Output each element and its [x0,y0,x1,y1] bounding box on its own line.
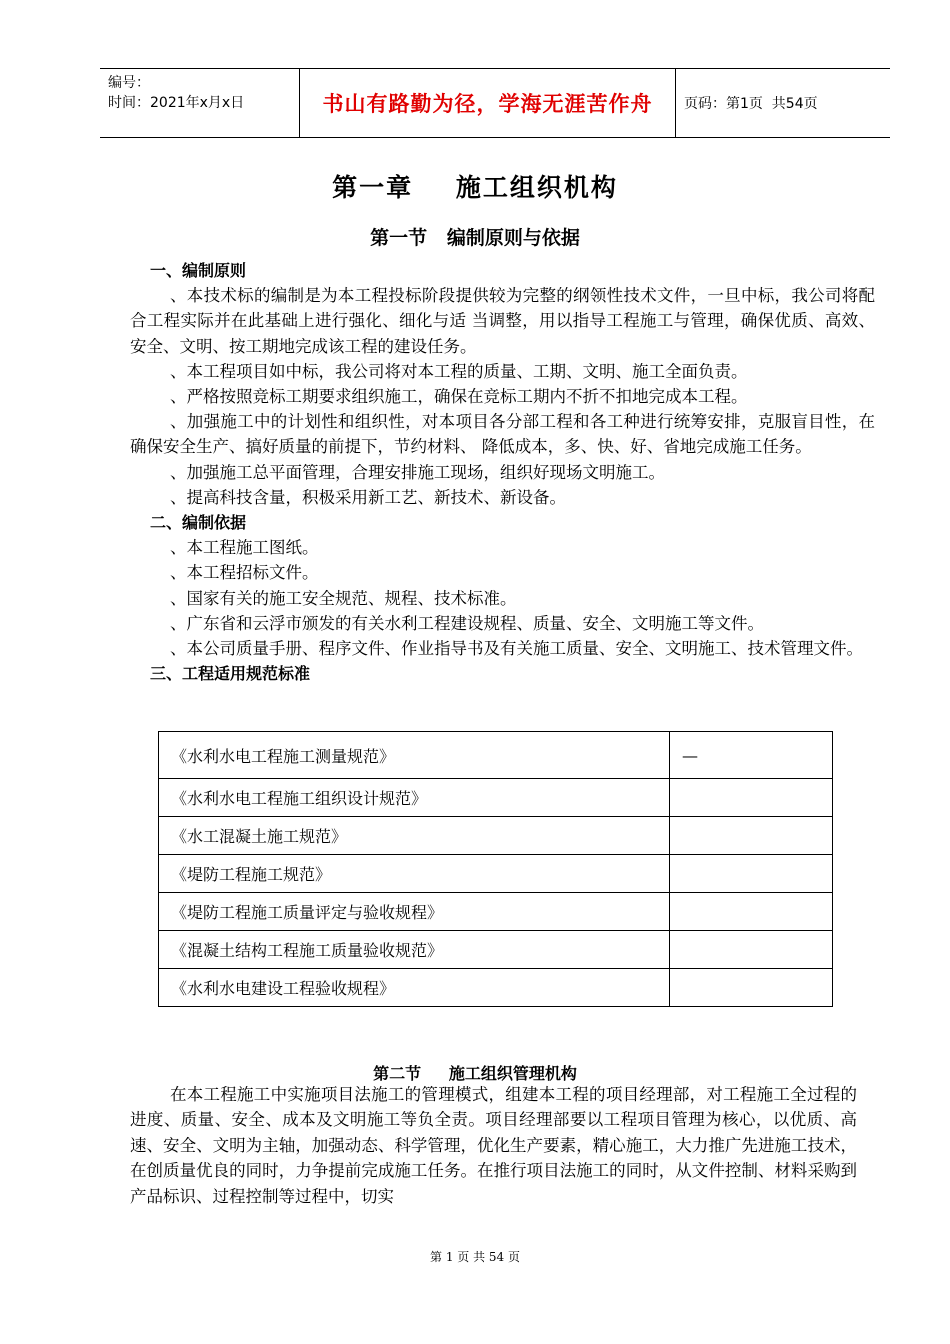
standard-code [670,931,833,969]
principle-item: 、加强施工中的计划性和组织性，对本项目各分部工程和各工种进行统筹安排，克服盲目性，在确保安全生产、搞好质量的前提下，节约材料、 降低成本，多、快、好、省地完成施工任务。 [130,412,875,457]
standard-code [670,969,833,1007]
number-label: 编号： [108,75,150,91]
standard-code [670,779,833,817]
principles-heading: 一、编制原则 [150,261,247,280]
header-meta [100,69,300,137]
table-row [159,779,833,817]
page-info-text: 页码：第1页 共54页 [684,96,818,112]
standard-code [670,855,833,893]
standard-name: 《水利水电建设工程验收规程》 [159,969,670,1007]
section2-title: 第二节 施工组织管理机构 [373,1064,577,1083]
standard-name: 《混凝土结构工程施工质量验收规范》 [159,931,670,969]
page-footer: 第 1 页 共 54 页 [430,1250,520,1264]
principle-item: 、提高科技含量，积极采用新工艺、新技术、新设备。 [170,487,566,507]
page-header [100,68,890,138]
table-row [159,855,833,893]
table-row [159,817,833,855]
table-row [159,893,833,931]
principle-item: 、严格按照竞标工期要求组织施工，确保在竞标工期内不折不扣地完成本工程。 [170,387,748,407]
basis-item: 、本公司质量手册、程序文件、作业指导书及有关施工质量、安全、文明施工、技术管理文件。 [170,639,863,659]
standard-name: 《水利水电工程施工测量规范》 [159,732,670,779]
date-label: 时间：2021年x月x日 [108,95,245,111]
standard-code [670,893,833,931]
standard-name: 《水利水电工程施工组织设计规范》 [159,779,670,817]
principle-item: 、本技术标的编制是为本工程投标阶段提供较为完整的纲领性技术文件，一旦中标，我公司将配合工程实际并在此基础上进行强化、细化与适 当调整，用以指导工程施工与管理，确保优质、高效、安全、文明、按工期地完成该工程的建设任务。 [130,286,875,356]
section2-paragraph: 在本工程施工中实施项目法施工的管理模式，组建本工程的项目经理部，对工程施工全过程的进度、质量、安全、成本及文明施工等负全责。项目经理部要以工程项目管理为核心，以优质、高速、安全、文明为主轴，加强动态、科学管理，优化生产要素，精心施工，大力推广先进施工技术，在创质量优良的同时，力争提前完成施工任务。在推行项目法施工的同时，从文件控制、材料采购到产品标识、过程控制等过程中，切实 [130,1085,857,1206]
chapter-title: 第一章 施工组织机构 [332,173,618,202]
section1-title: 第一节 编制原则与依据 [370,227,580,249]
standard-code: — [670,732,833,779]
section1-body [130,258,875,686]
table-row [159,732,833,779]
basis-item: 、本工程施工图纸。 [170,538,319,558]
basis-item: 、本工程招标文件。 [170,563,319,583]
table-row [159,931,833,969]
principle-item: 、加强施工总平面管理，合理安排施工现场，组织好现场文明施工。 [170,462,665,482]
principle-item: 、本工程项目如中标，我公司将对本工程的质量、工期、文明、施工全面负责。 [170,361,748,381]
basis-heading: 二、编制依据 [150,513,247,533]
standards-heading: 三、工程适用规范标准 [150,664,311,684]
standard-name: 《水工混凝土施工规范》 [159,817,670,855]
header-page-info [676,69,890,137]
standards-table [158,731,833,1007]
header-motto: 书山有路勤为径，学海无涯苦作舟 [300,69,676,137]
standard-name: 《堤防工程施工质量评定与验收规程》 [159,893,670,931]
section2-body [130,1082,857,1209]
standard-name: 《堤防工程施工规范》 [159,855,670,893]
basis-item: 、国家有关的施工安全规范、规程、技术标准。 [170,588,517,608]
basis-item: 、广东省和云浮市颁发的有关水利工程建设规程、质量、安全、文明施工等文件。 [170,613,764,633]
standard-code [670,817,833,855]
table-row [159,969,833,1007]
